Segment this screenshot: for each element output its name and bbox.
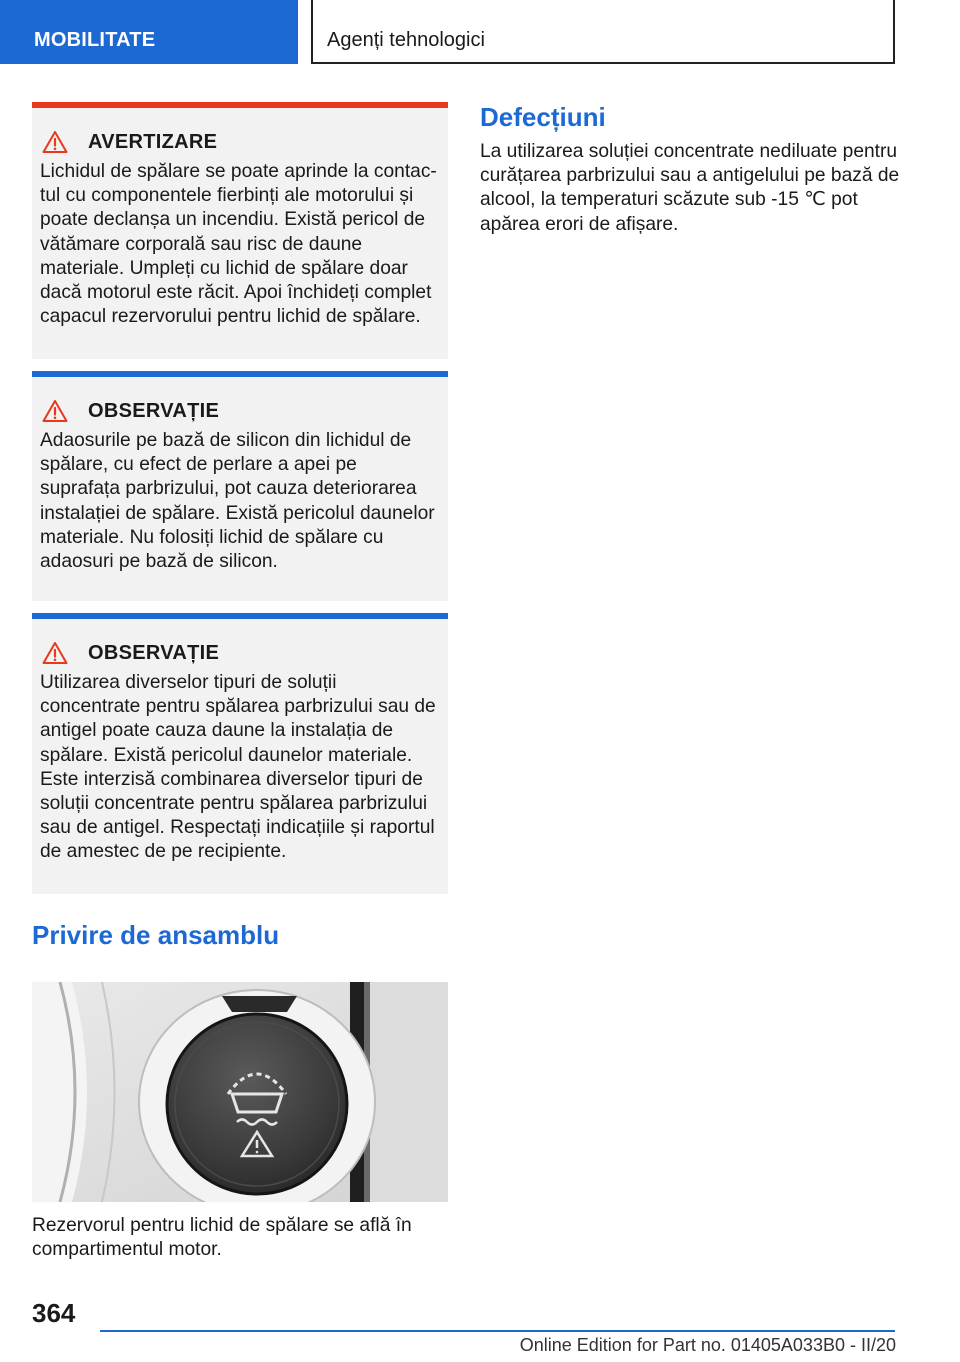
defects-heading: Defecțiuni: [480, 102, 606, 132]
notice-box-silicone: [32, 371, 448, 601]
notice-header: [40, 399, 442, 423]
warning-triangle-icon: [42, 399, 68, 423]
warning-text: Lichidul de spălare se poate aprinde la contactul cu componentele fierbinți ale motorului și poate declanșa un incendiu. Există pericol de vătămare corporală sau risc de daune materiale. Umpleți cu lichid de spălare doar dacă motorul este răcit. Apoi închideți complet capacul rezervorului pentru lichid de spălare.: [40, 161, 437, 328]
edition-label: Online Edition for Part no. 01405A033B0 - II/20: [519, 1335, 896, 1355]
notice-box-concentrates: [32, 613, 448, 894]
warning-triangle-icon: [42, 641, 68, 665]
defects-text: La utilizarea soluției concentrate nediluate pentru curățarea parbrizului sau a antigelului pe bază de alcool, la temperaturi scăzute sub -15 ℃ pot apărea erori de afișare.: [480, 141, 900, 235]
warning-box: [32, 102, 448, 359]
right-column: [480, 102, 900, 237]
left-column: [32, 102, 448, 1262]
warning-header: [40, 130, 442, 154]
section-title: Agenți tehnologici: [311, 0, 895, 64]
chapter-tab: MOBILITATE: [0, 0, 298, 64]
notice-text: Utilizarea diverselor tipuri de soluții concentrate pentru spălarea parbrizului sau de antigel poate cauza daune la instalația de spălare. Există pericolul daunelor materiale. Este interzisă combinarea diverselor tipuri de soluții concentrate pentru spălarea parbrizului sau de antigel. Respectați indicațiile și raportul de amestec de pe recipiente.: [40, 672, 436, 863]
overview-heading: Privire de ansamblu: [32, 920, 280, 950]
notice-text: Adaosurile pe bază de silicon din lichidul de spălare, cu efect de perlare a apei pe suprafața parbrizului, pot cauza deteriorarea instalației de spălare. Există pericolul daunelor materiale. Nu folosiți lichid de spălare cu adaosuri pe bază de silicon.: [40, 430, 435, 573]
photo-caption: Rezervorul pentru lichid de spălare se află în compartimentul motor.: [32, 1215, 412, 1261]
notice-title: OBSERVAȚIE: [88, 641, 220, 664]
page-number: 364: [32, 1298, 76, 1328]
washer-reservoir-photo: [32, 982, 448, 1202]
warning-triangle-icon: [42, 130, 68, 154]
notice-header: [40, 641, 442, 665]
warning-title: AVERTIZARE: [88, 130, 218, 153]
notice-title: OBSERVAȚIE: [88, 399, 220, 422]
footer-divider: [100, 1330, 895, 1332]
